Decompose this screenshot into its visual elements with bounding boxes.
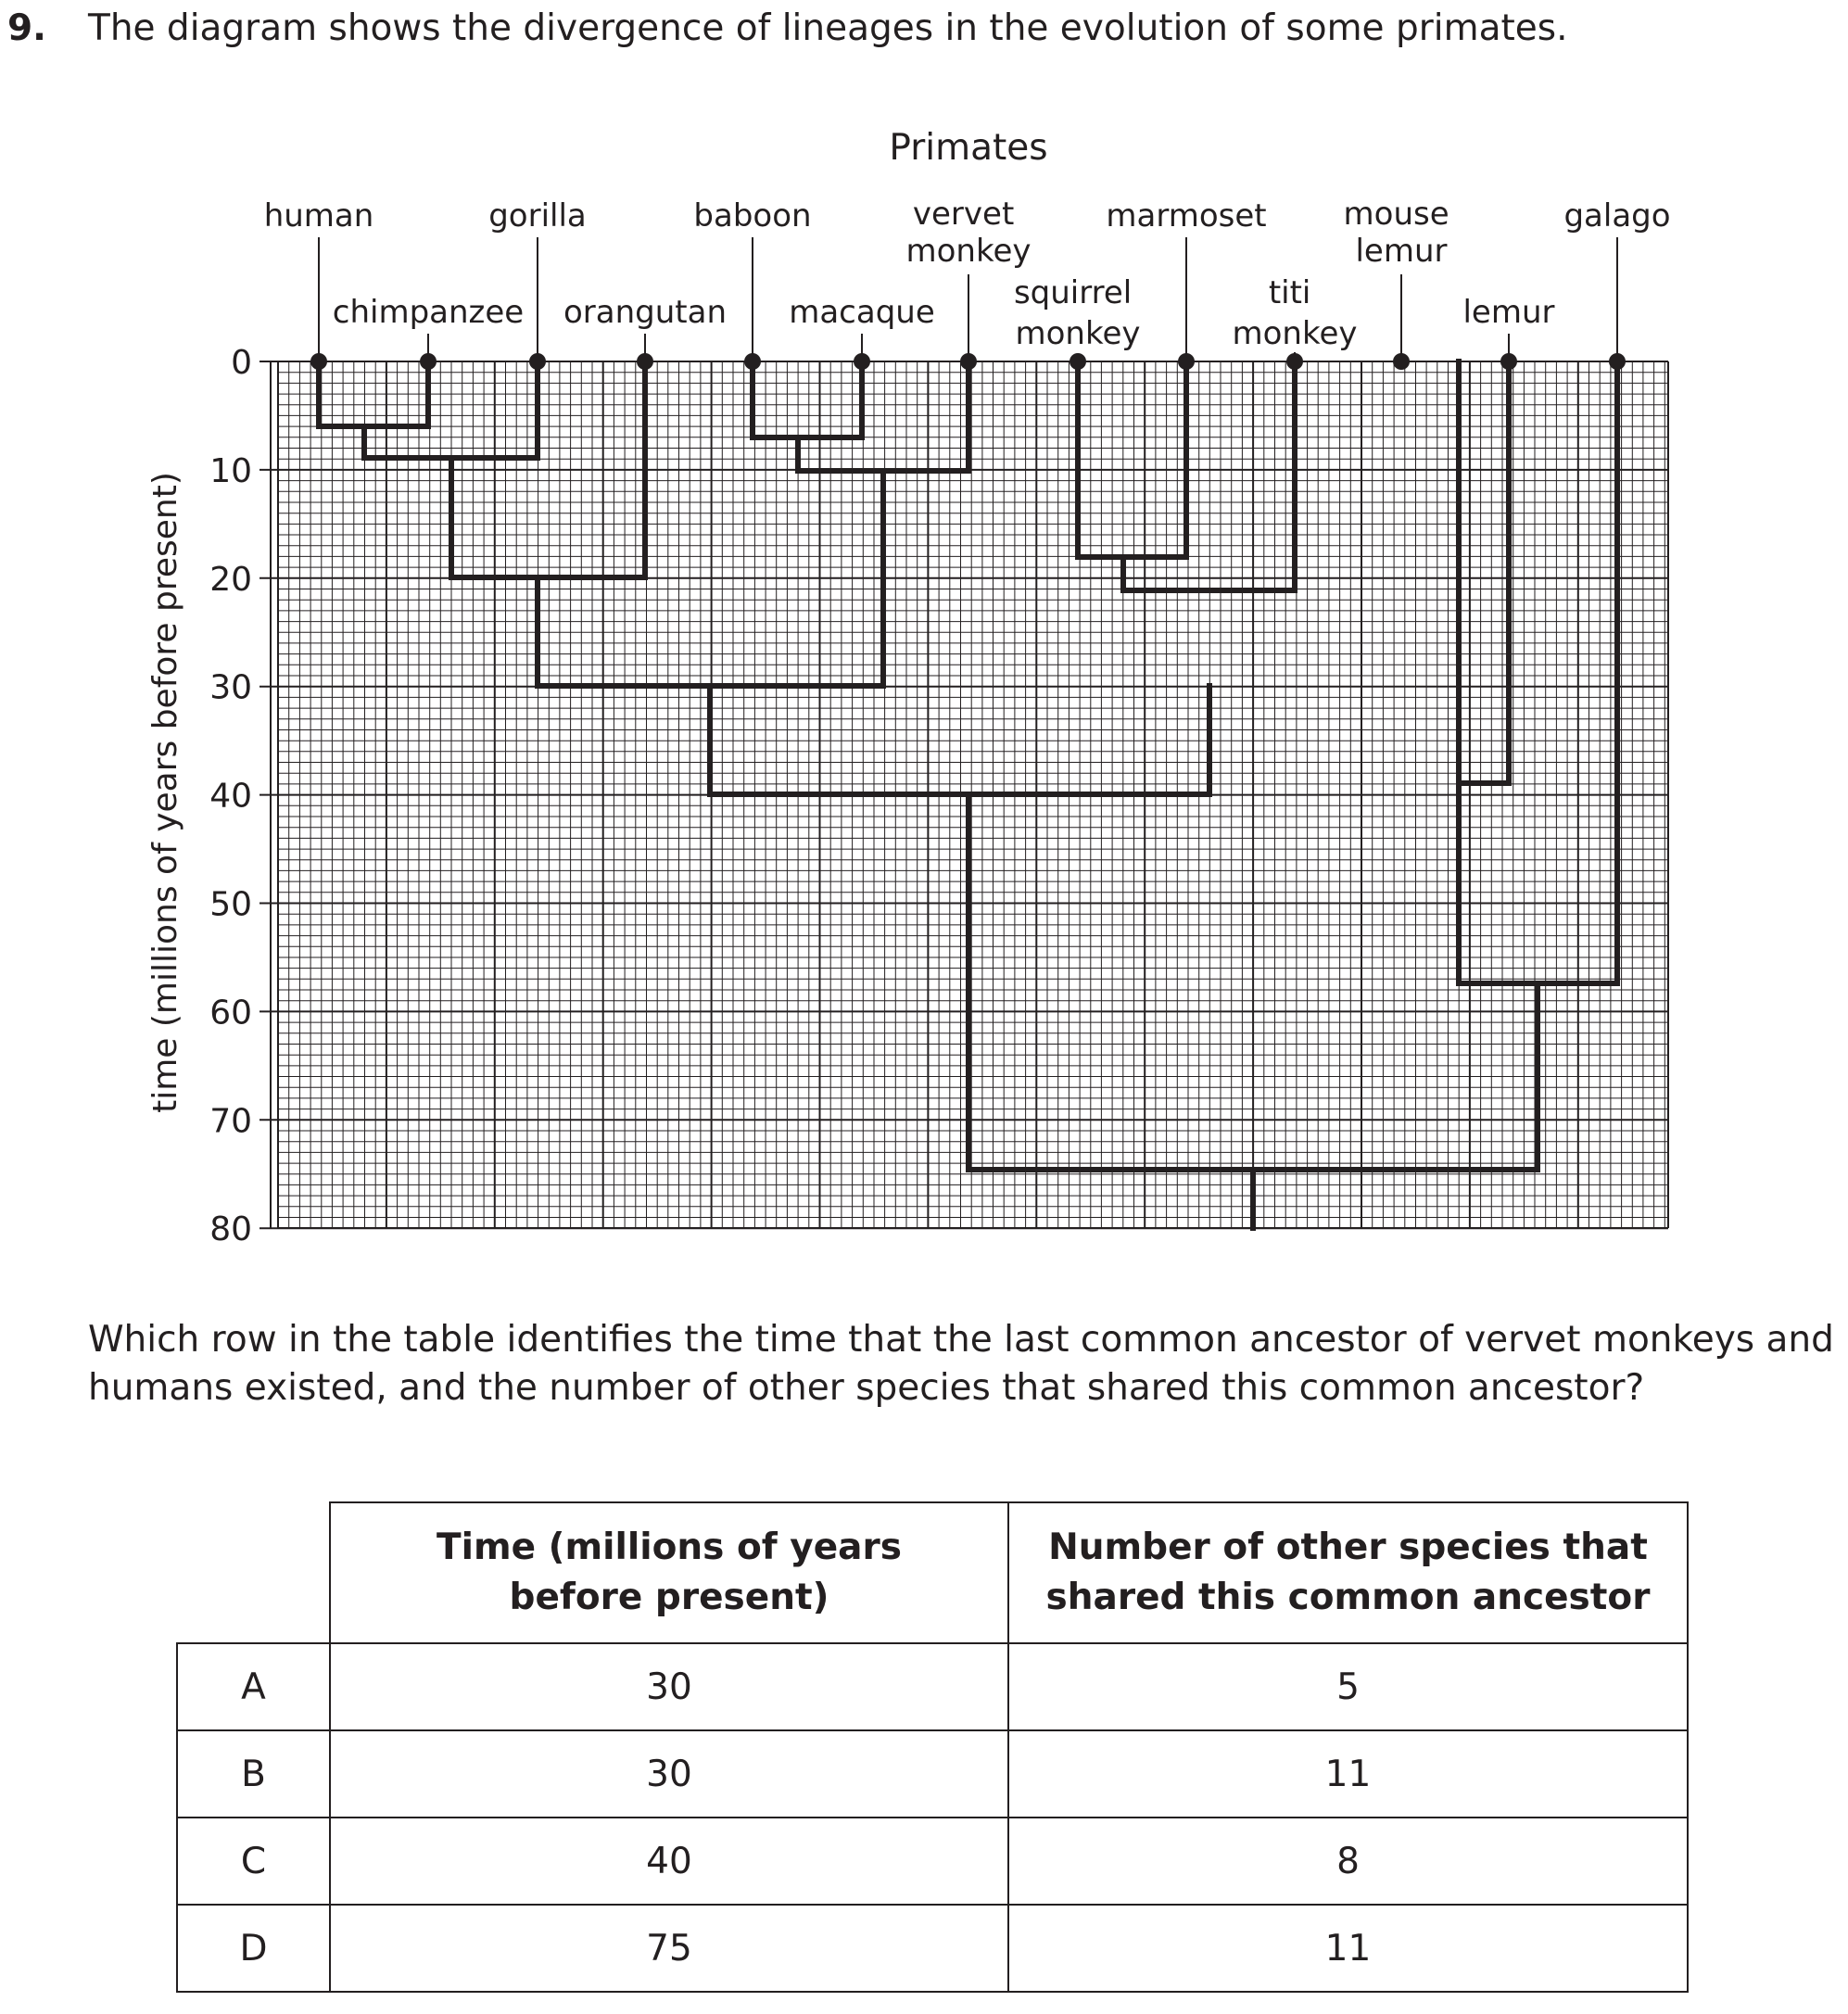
- species-label-baboon: baboon: [693, 197, 812, 234]
- header-count-line2: shared this common ancestor: [1045, 1577, 1651, 1618]
- species-label-gorilla: gorilla: [488, 197, 587, 234]
- y-axis: [209, 344, 278, 1248]
- option-row-a[interactable]: [177, 1643, 1688, 1730]
- species-label-galago: galago: [1563, 197, 1671, 234]
- option-row-c[interactable]: [177, 1818, 1688, 1905]
- y-tick-label: 80: [209, 1210, 252, 1249]
- y-tick-label: 0: [231, 344, 252, 382]
- species-label-orangutan: orangutan: [563, 294, 728, 331]
- option-time: 75: [330, 1905, 1008, 1992]
- species-label-squirrel-monkey: squirrel monkey: [1013, 274, 1141, 352]
- option-count: 5: [1008, 1643, 1688, 1730]
- species-label-human: human: [263, 197, 374, 234]
- option-row-b[interactable]: [177, 1730, 1688, 1818]
- y-tick-label: 30: [209, 668, 252, 707]
- y-tick-label: 10: [209, 451, 252, 490]
- species-label-macaque: macaque: [789, 294, 935, 331]
- species-label-mouse-lemur: mouse lemur: [1343, 196, 1449, 270]
- option-letter: A: [177, 1643, 330, 1730]
- table-header-row: [177, 1502, 1688, 1643]
- table-corner-cell: [177, 1502, 330, 1643]
- y-tick-label: 50: [209, 885, 252, 924]
- option-count: 8: [1008, 1818, 1688, 1905]
- species-label-chimpanzee: chimpanzee: [332, 294, 525, 331]
- option-count: 11: [1008, 1905, 1688, 1992]
- species-label-vervet-monkey: vervet monkey: [905, 196, 1032, 270]
- header-count-line1: Number of other species that: [1048, 1526, 1648, 1568]
- y-tick-label: 70: [209, 1102, 252, 1141]
- question-prompt: Which row in the table identifies the time that the last common ancestor of vervet monkeys and humans existed, and the number of other species that shared this common ancestor?: [88, 1319, 1834, 1409]
- y-axis-label: time (millions of years before present): [146, 472, 184, 1113]
- species-label-lemur: lemur: [1462, 294, 1555, 331]
- y-axis-ticks: [259, 361, 278, 1228]
- header-time-line1: Time (millions of years: [437, 1526, 902, 1568]
- question-stem: The diagram shows the divergence of lineages in the evolution of some primates.: [88, 7, 1568, 49]
- header-time: [330, 1502, 1008, 1643]
- option-time: 30: [330, 1643, 1008, 1730]
- option-row-d[interactable]: [177, 1905, 1688, 1992]
- species-label-marmoset: marmoset: [1106, 197, 1267, 234]
- y-tick-label: 20: [209, 560, 252, 599]
- diagram-title: Primates: [889, 127, 1048, 169]
- option-count: 11: [1008, 1730, 1688, 1818]
- answer-options-table: [176, 1501, 1689, 1993]
- y-axis-tick-labels: [209, 344, 252, 1248]
- y-tick-label: 60: [209, 994, 252, 1032]
- question-number: 9.: [7, 7, 46, 49]
- option-time: 40: [330, 1818, 1008, 1905]
- option-letter: B: [177, 1730, 330, 1818]
- y-tick-label: 40: [209, 777, 252, 816]
- option-letter: C: [177, 1818, 330, 1905]
- header-time-line2: before present): [509, 1577, 829, 1618]
- header-species-count: [1008, 1502, 1688, 1643]
- option-letter: D: [177, 1905, 330, 1992]
- option-time: 30: [330, 1730, 1008, 1818]
- species-label-titi-monkey: titi monkey: [1232, 274, 1358, 352]
